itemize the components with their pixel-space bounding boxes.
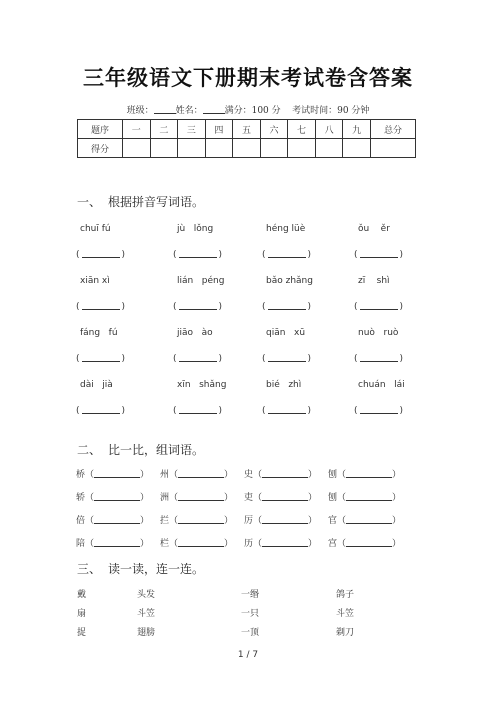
full-score: 满分：100 分	[224, 106, 281, 116]
pinyin-prompt: héng lüè	[266, 224, 306, 234]
compare-char: 倍	[76, 516, 86, 526]
close-paren: )	[218, 302, 223, 312]
word-compare-item[interactable]	[244, 467, 317, 480]
answer-line[interactable]	[360, 301, 398, 310]
open-paren: (	[76, 354, 80, 364]
close-paren: )	[218, 354, 223, 364]
score-blank-cell	[205, 139, 233, 158]
open-paren: （	[169, 493, 179, 503]
answer-line[interactable]	[178, 515, 224, 524]
answer-line[interactable]	[82, 249, 120, 258]
answer-line[interactable]	[346, 469, 392, 478]
open-paren: （	[85, 493, 95, 503]
match-word[interactable]: 捉	[77, 628, 87, 638]
close-paren: ）	[224, 516, 234, 526]
answer-line[interactable]	[346, 538, 392, 547]
close-paren: ）	[392, 493, 402, 503]
close-paren: ）	[224, 493, 234, 503]
score-blank-cell	[315, 139, 343, 158]
answer-line[interactable]	[262, 492, 308, 501]
exam-time: 考试时间：90 分钟	[292, 106, 370, 116]
match-word[interactable]: 扇	[77, 609, 87, 619]
close-paren: )	[218, 406, 223, 416]
answer-line[interactable]	[178, 469, 224, 478]
match-word[interactable]: 一顶	[241, 628, 260, 638]
score-header-cell: 八	[315, 120, 343, 139]
match-word[interactable]: 头发	[137, 590, 156, 600]
answer-line[interactable]	[94, 515, 140, 524]
answer-line[interactable]	[178, 492, 224, 501]
open-paren: （	[169, 470, 179, 480]
answer-box[interactable]	[262, 353, 311, 364]
section-1-number: 一、	[77, 195, 102, 209]
exam-info	[0, 103, 496, 116]
score-header-cell: 三	[178, 120, 206, 139]
name-blank	[203, 105, 225, 114]
answer-line[interactable]	[262, 469, 308, 478]
answer-box[interactable]	[76, 301, 125, 312]
section-2-heading	[77, 441, 204, 458]
pinyin-prompt: xiān xì	[80, 276, 110, 286]
score-header-cell: 九	[343, 120, 371, 139]
compare-char: 拦	[160, 516, 170, 526]
close-paren: )	[399, 354, 404, 364]
class-label: 班级：	[126, 106, 154, 116]
open-paren: (	[354, 250, 358, 260]
word-compare-item[interactable]	[76, 536, 149, 549]
compare-char: 陪	[76, 539, 86, 549]
open-paren: (	[76, 250, 80, 260]
close-paren: )	[121, 354, 126, 364]
score-header-row	[78, 120, 416, 139]
pinyin-prompt: bié zhì	[266, 380, 302, 390]
match-word[interactable]: 鸽子	[336, 590, 355, 600]
close-paren: ）	[308, 516, 318, 526]
pinyin-prompt: jiāo ào	[177, 328, 213, 338]
close-paren: )	[307, 406, 312, 416]
page-title: 三年级语文下册期末考试卷含答案	[83, 66, 413, 90]
close-paren: ）	[140, 493, 150, 503]
close-paren: ）	[392, 516, 402, 526]
word-compare-item[interactable]	[244, 513, 317, 526]
open-paren: (	[262, 406, 266, 416]
match-word[interactable]: 戴	[77, 590, 87, 600]
match-word[interactable]: 翅膀	[137, 628, 156, 638]
word-compare-item[interactable]	[244, 536, 317, 549]
score-header-cell: 总分	[371, 120, 416, 139]
answer-line[interactable]	[262, 515, 308, 524]
score-header-cell: 五	[233, 120, 261, 139]
close-paren: )	[121, 406, 126, 416]
open-paren: (	[262, 354, 266, 364]
close-paren: ）	[140, 539, 150, 549]
close-paren: )	[399, 250, 404, 260]
section-2-title: 比一比，组词语。	[108, 443, 205, 457]
answer-box[interactable]	[173, 405, 222, 416]
score-blank-cell	[178, 139, 206, 158]
section-3-title: 读一读，连一连。	[108, 562, 205, 576]
answer-line[interactable]	[360, 353, 398, 362]
match-word[interactable]: 斗笠	[137, 609, 156, 619]
page-number: 1 / 7	[237, 650, 259, 660]
answer-line[interactable]	[346, 492, 392, 501]
answer-box[interactable]	[262, 301, 311, 312]
close-paren: )	[307, 250, 312, 260]
close-paren: ）	[140, 470, 150, 480]
close-paren: )	[399, 406, 404, 416]
close-paren: ）	[392, 470, 402, 480]
answer-box[interactable]	[354, 405, 403, 416]
answer-line[interactable]	[82, 301, 120, 310]
section-3-number: 三、	[77, 562, 102, 576]
compare-char: 宫	[328, 539, 338, 549]
close-paren: ）	[224, 539, 234, 549]
word-compare-item[interactable]	[160, 467, 233, 480]
open-paren: (	[76, 406, 80, 416]
compare-char: 轿	[76, 493, 86, 503]
answer-box[interactable]	[262, 405, 311, 416]
word-compare-item[interactable]	[160, 536, 233, 549]
answer-line[interactable]	[360, 405, 398, 414]
pinyin-prompt: ǒu ěr	[358, 224, 390, 234]
pinyin-prompt: fáng fú	[80, 328, 118, 338]
answer-line[interactable]	[360, 249, 398, 258]
answer-box[interactable]	[262, 249, 311, 260]
score-blank-cell	[150, 139, 178, 158]
score-header-cell: 七	[288, 120, 316, 139]
word-compare-item[interactable]	[328, 513, 401, 526]
close-paren: ）	[224, 470, 234, 480]
open-paren: （	[337, 516, 347, 526]
open-paren: (	[173, 302, 177, 312]
compare-char: 刨	[328, 493, 338, 503]
score-blank-cell	[123, 139, 151, 158]
pinyin-prompt: lián péng	[177, 276, 225, 286]
answer-box[interactable]	[173, 301, 222, 312]
close-paren: )	[121, 250, 126, 260]
compare-char: 州	[160, 470, 170, 480]
open-paren: (	[262, 302, 266, 312]
score-header-cell: 一	[123, 120, 151, 139]
score-header-cell: 题序	[78, 120, 123, 139]
open-paren: （	[253, 493, 263, 503]
compare-char: 历	[244, 539, 254, 549]
open-paren: (	[354, 354, 358, 364]
close-paren: ）	[308, 470, 318, 480]
answer-line[interactable]	[179, 405, 217, 414]
word-compare-item[interactable]	[76, 513, 149, 526]
pinyin-prompt: nuò ruò	[358, 328, 399, 338]
answer-line[interactable]	[262, 538, 308, 547]
answer-box[interactable]	[173, 249, 222, 260]
pinyin-prompt: chuī fú	[80, 224, 111, 234]
open-paren: (	[173, 354, 177, 364]
answer-line[interactable]	[94, 538, 140, 547]
pinyin-prompt: bǎo zhǎng	[266, 276, 313, 286]
match-word[interactable]: 一只	[241, 609, 260, 619]
open-paren: （	[253, 516, 263, 526]
word-compare-item[interactable]	[76, 490, 149, 503]
section-1-heading	[77, 193, 204, 210]
close-paren: ）	[308, 539, 318, 549]
open-paren: (	[262, 250, 266, 260]
word-compare-item[interactable]	[328, 467, 401, 480]
open-paren: （	[85, 470, 95, 480]
answer-box[interactable]	[354, 301, 403, 312]
answer-box[interactable]	[173, 353, 222, 364]
close-paren: )	[121, 302, 126, 312]
open-paren: (	[173, 406, 177, 416]
word-compare-item[interactable]	[244, 490, 317, 503]
pinyin-prompt: dài jià	[80, 380, 113, 390]
compare-char: 吏	[244, 493, 254, 503]
answer-line[interactable]	[94, 492, 140, 501]
close-paren: )	[218, 250, 223, 260]
open-paren: （	[85, 516, 95, 526]
open-paren: （	[169, 516, 179, 526]
pinyin-prompt: jù lǒng	[177, 224, 214, 234]
answer-line[interactable]	[268, 301, 306, 310]
compare-char: 桥	[76, 470, 86, 480]
pinyin-prompt: zī shì	[358, 276, 390, 286]
section-1-title: 根据拼音写词语。	[108, 195, 205, 209]
match-word[interactable]: 一缗	[241, 590, 260, 600]
answer-box[interactable]	[76, 249, 125, 260]
word-compare-item[interactable]	[76, 467, 149, 480]
close-paren: ）	[392, 539, 402, 549]
compare-char: 刨	[328, 470, 338, 480]
word-compare-item[interactable]	[160, 513, 233, 526]
compare-char: 栏	[160, 539, 170, 549]
score-blank-cell	[260, 139, 288, 158]
score-header-cell: 二	[150, 120, 178, 139]
answer-line[interactable]	[268, 405, 306, 414]
compare-char: 洲	[160, 493, 170, 503]
class-blank	[154, 105, 176, 114]
compare-char: 史	[244, 470, 254, 480]
compare-char: 厉	[244, 516, 254, 526]
answer-line[interactable]	[268, 353, 306, 362]
answer-line[interactable]	[268, 249, 306, 258]
answer-line[interactable]	[94, 469, 140, 478]
open-paren: (	[173, 250, 177, 260]
open-paren: （	[253, 470, 263, 480]
answer-line[interactable]	[179, 249, 217, 258]
answer-box[interactable]	[76, 353, 125, 364]
score-header-cell: 六	[260, 120, 288, 139]
answer-box[interactable]	[76, 405, 125, 416]
score-blank-cell	[233, 139, 261, 158]
open-paren: (	[354, 406, 358, 416]
name-label: 姓名：	[175, 106, 203, 116]
score-row	[78, 139, 416, 158]
answer-line[interactable]	[346, 515, 392, 524]
close-paren: )	[307, 302, 312, 312]
score-blank-cell	[371, 139, 416, 158]
answer-line[interactable]	[82, 405, 120, 414]
open-paren: （	[337, 470, 347, 480]
section-2-number: 二、	[77, 443, 102, 457]
score-header-cell: 四	[205, 120, 233, 139]
answer-line[interactable]	[179, 353, 217, 362]
answer-box[interactable]	[354, 249, 403, 260]
open-paren: (	[76, 302, 80, 312]
close-paren: ）	[140, 516, 150, 526]
open-paren: (	[354, 302, 358, 312]
answer-line[interactable]	[82, 353, 120, 362]
pinyin-prompt: xīn shǎng	[177, 380, 227, 390]
close-paren: )	[307, 354, 312, 364]
word-compare-item[interactable]	[160, 490, 233, 503]
open-paren: （	[253, 539, 263, 549]
answer-line[interactable]	[178, 538, 224, 547]
match-word[interactable]: 剃刀	[336, 628, 355, 638]
open-paren: （	[337, 539, 347, 549]
close-paren: )	[399, 302, 404, 312]
compare-char: 官	[328, 516, 338, 526]
word-compare-item[interactable]	[328, 536, 401, 549]
score-label-cell: 得分	[78, 139, 123, 158]
section-3-heading	[77, 560, 204, 577]
open-paren: （	[337, 493, 347, 503]
score-table	[77, 119, 416, 158]
word-compare-item[interactable]	[328, 490, 401, 503]
close-paren: ）	[308, 493, 318, 503]
score-blank-cell	[288, 139, 316, 158]
score-blank-cell	[343, 139, 371, 158]
pinyin-prompt: qiān xū	[266, 328, 306, 338]
answer-box[interactable]	[354, 353, 403, 364]
pinyin-prompt: chuán lái	[358, 380, 405, 390]
match-word[interactable]: 斗笠	[336, 609, 355, 619]
open-paren: （	[169, 539, 179, 549]
answer-line[interactable]	[179, 301, 217, 310]
open-paren: （	[85, 539, 95, 549]
